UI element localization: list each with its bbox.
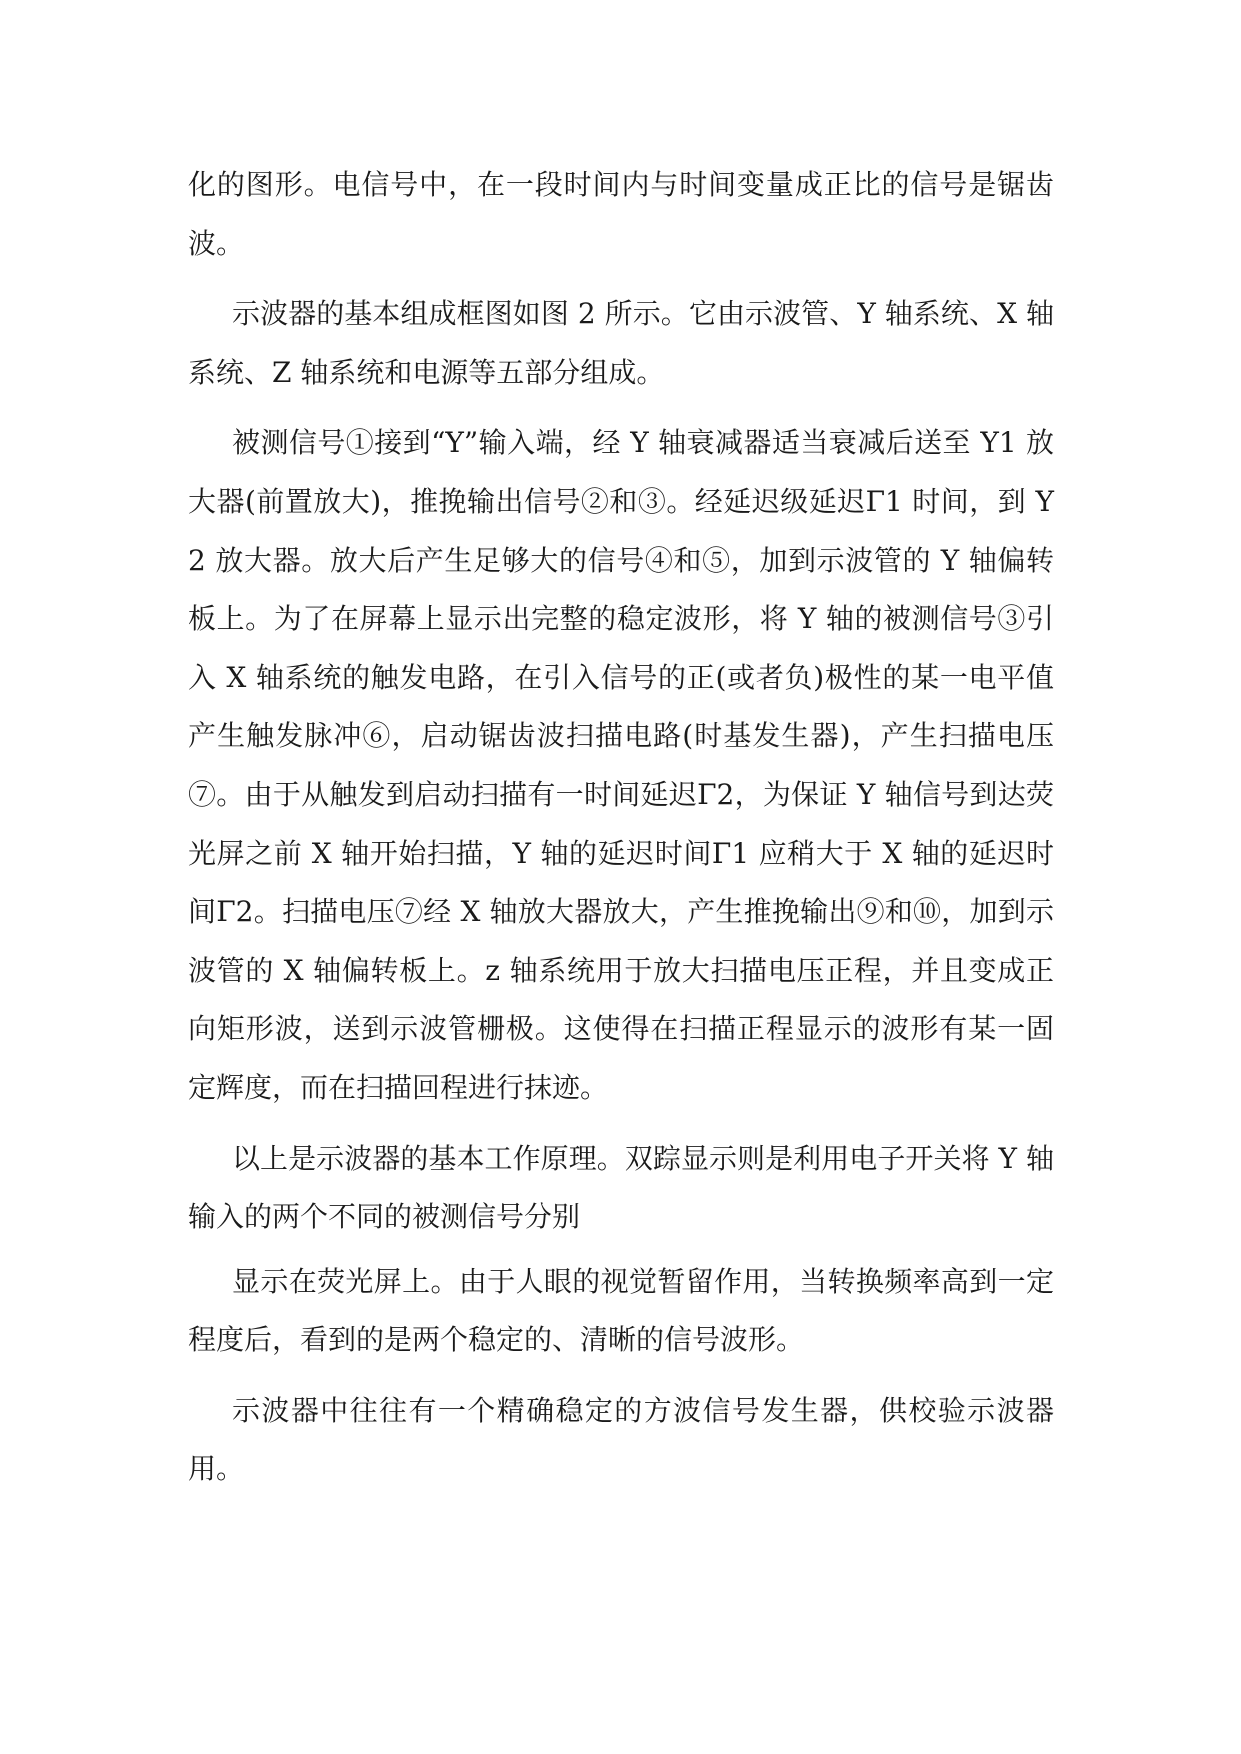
paragraph-dual-trace: 以上是示波器的基本工作原理。双踪显示则是利用电子开关将 Y 轴输入的两个不同的被测信号分别 (188, 1141, 1054, 1234)
paragraph-calibrator: 示波器中往往有一个精确稳定的方波信号发生器，供校验示波器用。 (188, 1393, 1054, 1486)
paragraph-signal-flow: 被测信号①接到“Y”输入端，经 Y 轴衰减器适当衰减后送至 Y1 放大器(前置放大)，推挽输出信号②和③。经延迟级延迟Γ1 时间，到 Y2 放大器。放大后产生足够大的信号④和⑤，加到示波管的 Y 轴偏转板上。为了在屏幕上显示出完整的稳定波形，将 Y 轴的被测信号③引入 X 轴系统的触发电路，在引入信号的正(或者负)极性的某一电平值产生触发脉冲⑥，启动锯齿波扫描电路(时基发生器)，产生扫描电压⑦。由于从触发到启动扫描有一时间延迟Γ2，为保证 Y 轴信号到达荧光屏之前 X 轴开始扫描，Y 轴的延迟时间Γ1 应稍大于 X 轴的延迟时间Γ2。扫描电压⑦经 X 轴放大器放大，产生推挽输出⑨和⑩，加到示波管的 X 轴偏转板上。z 轴系统用于放大扫描电压正程，并且变成正向矩形波，送到示波管栅极。这使得在扫描正程显示的波形有某一固定辉度，而在扫描回程进行抹迹。 (188, 426, 1054, 1104)
document-page (188, 156, 1054, 1511)
paragraph-continuation: 化的图形。电信号中，在一段时间内与时间变量成正比的信号是锯齿波。 (188, 168, 1054, 260)
paragraph-block-diagram: 示波器的基本组成框图如图 2 所示。它由示波管、Y 轴系统、X 轴系统、Z 轴系统和电源等五部分组成。 (188, 297, 1054, 389)
paragraph-persistence: 显示在荧光屏上。由于人眼的视觉暂留作用，当转换频率高到一定程度后，看到的是两个稳定的、清晰的信号波形。 (188, 1264, 1054, 1357)
